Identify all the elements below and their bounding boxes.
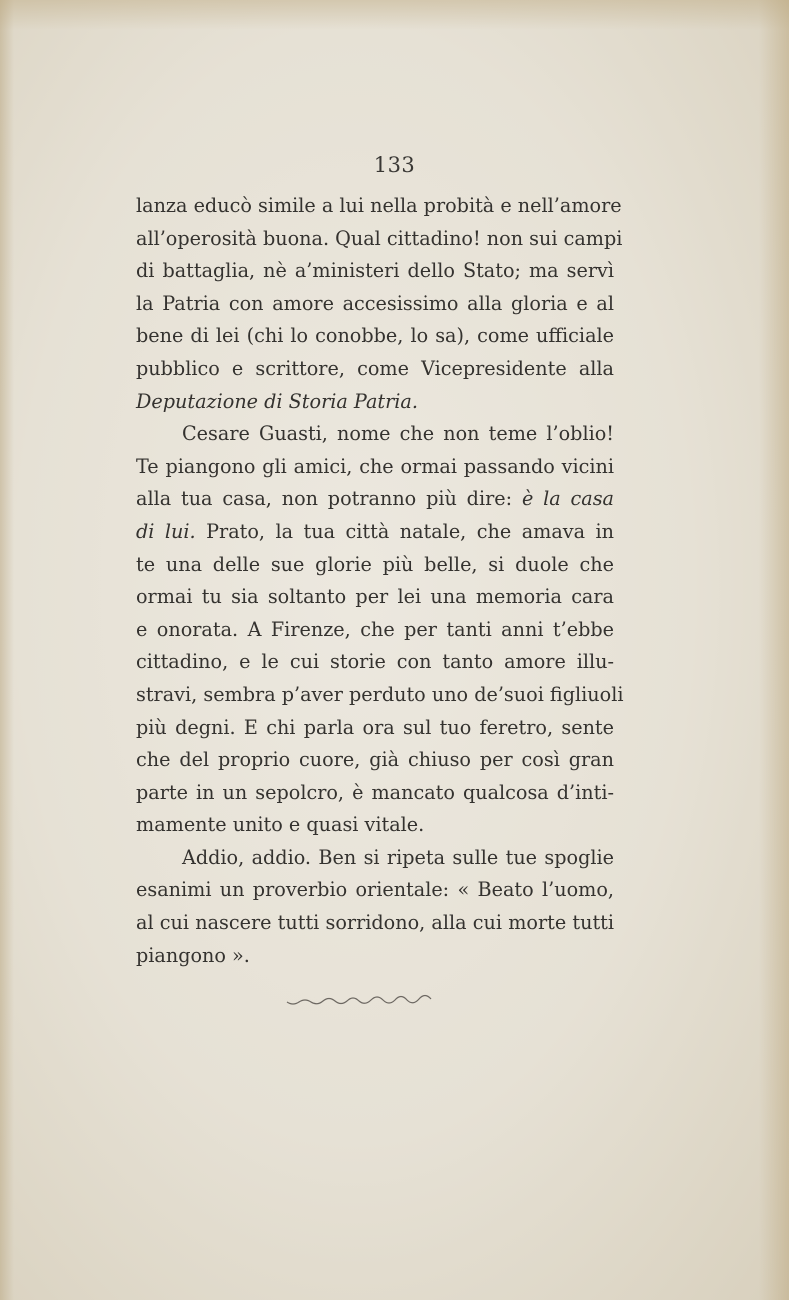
text-segment-italic: di lui. bbox=[136, 519, 196, 543]
text-line: la Patria con amore accesissimo alla gloria e al bbox=[136, 291, 614, 315]
page-edge-top-shadow bbox=[0, 0, 789, 30]
text-line bbox=[136, 483, 614, 516]
text-line: e onorata. A Firenze, che per tanti anni t’ebbe bbox=[136, 617, 614, 641]
text-line: Addio, addio. Ben si ripeta sulle tue spoglie bbox=[182, 845, 614, 869]
text-line: pubblico e scrittore, come Vicepresidente alla bbox=[136, 356, 614, 380]
text-line: che del proprio cuore, già chiuso per così gran bbox=[136, 748, 614, 772]
text-line: più degni. E chi parla ora sul tuo feretro, sente bbox=[136, 715, 614, 739]
text-line: cittadino, e le cui storie con tanto amore illu- bbox=[136, 650, 614, 674]
text-line: all’operosità buona. Qual cittadino! non sui campi bbox=[136, 226, 623, 250]
text-line: stravi, sembra p’aver perduto uno de’suoi figliuoli bbox=[136, 682, 624, 706]
text-line: lanza educò simile a lui nella probità e nell’amore bbox=[136, 194, 622, 217]
page-edge-right-shadow bbox=[759, 0, 789, 1300]
end-ornament-icon bbox=[285, 990, 445, 1010]
text-line-italic: Deputazione di Storia Patria. bbox=[136, 389, 418, 413]
text-line: piangono ». bbox=[136, 943, 250, 967]
text-line: parte in un sepolcro, è mancato qualcosa d’inti- bbox=[136, 780, 614, 804]
text-line: Te piangono gli amici, che ormai passando vicini bbox=[136, 454, 614, 478]
text-line: esanimi un proverbio orientale: « Beato l’uomo, bbox=[136, 878, 614, 902]
body-text bbox=[136, 190, 624, 972]
text-line: Cesare Guasti, nome che non teme l’oblio! bbox=[182, 422, 614, 446]
text-segment-italic: è la casa bbox=[521, 487, 614, 511]
text-line: te una delle sue glorie più belle, si duole che bbox=[136, 552, 614, 576]
text-segment: alla tua casa, non potranno più dire: bbox=[136, 487, 513, 511]
page-number: 133 bbox=[373, 153, 416, 177]
text-segment: Prato, la tua città natale, che amava in bbox=[206, 519, 615, 543]
text-line: di battaglia, nè a’ministeri dello Stato; ma servì bbox=[136, 259, 614, 283]
text-line: bene di lei (chi lo conobbe, lo sa), come ufficiale bbox=[136, 324, 614, 348]
text-line: ormai tu sia soltanto per lei una memoria cara bbox=[136, 585, 614, 609]
text-line: al cui nascere tutti sorridono, alla cui morte tutti bbox=[136, 911, 614, 935]
text-line: mamente unito e quasi vitale. bbox=[136, 813, 425, 837]
page-edge-left-shadow bbox=[0, 0, 14, 1300]
text-line bbox=[136, 516, 614, 549]
